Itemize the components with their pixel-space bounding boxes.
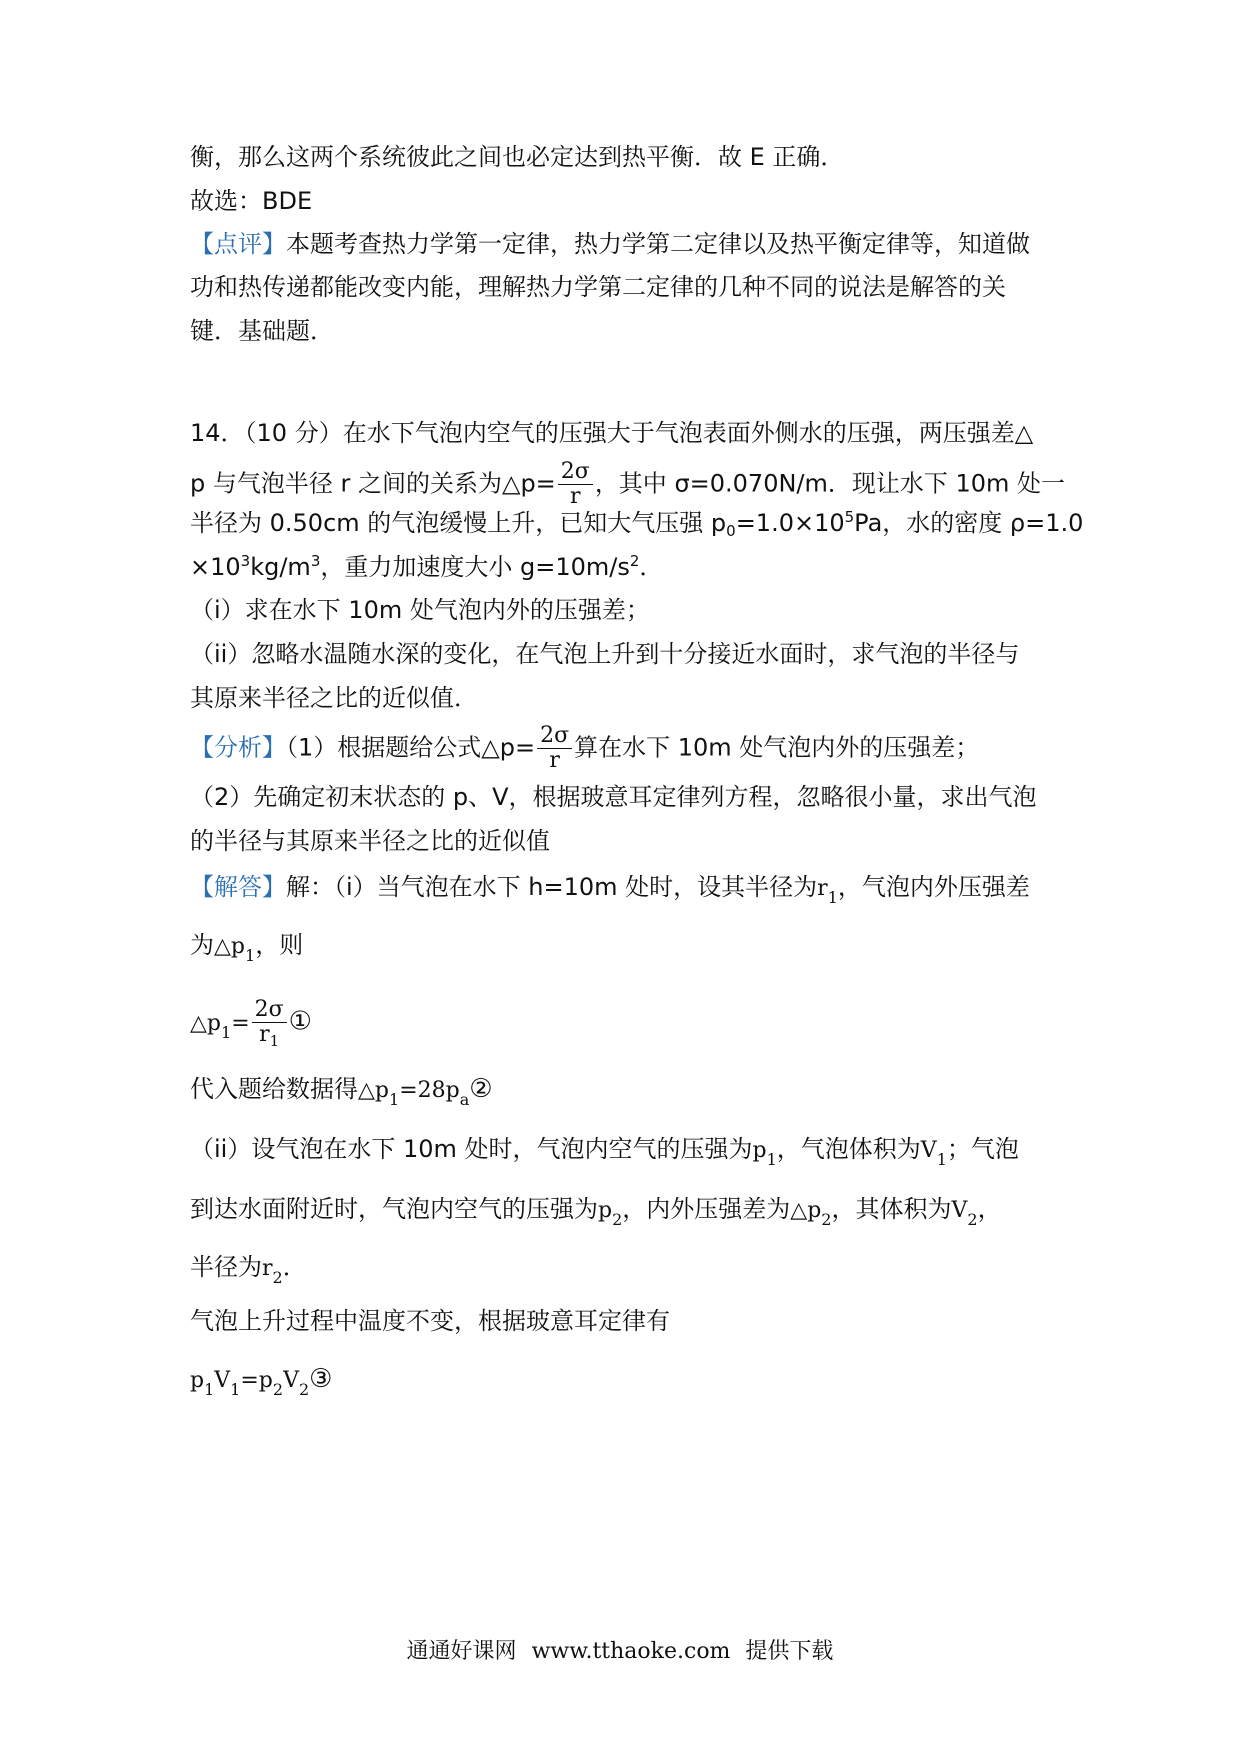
equation-3 — [190, 1362, 333, 1399]
text: 键．基础题． — [190, 317, 334, 345]
text-line — [190, 1304, 670, 1338]
jieda-line — [190, 870, 1030, 907]
text: 半径为 0.50cm 的气泡缓慢上升，已知大气压强 p — [190, 509, 727, 537]
superscript: 5 — [844, 508, 855, 526]
text: ，其体积为 — [831, 1195, 952, 1223]
text: 解：（i）当气泡在水下 h=10m 处时，设其半径为 — [286, 873, 818, 901]
symbol-r2: $r_2$ — [262, 1256, 283, 1287]
text: ，其中 σ=0.070N/m．现让水下 10m 处一 — [594, 469, 1066, 498]
text: ． — [282, 1253, 307, 1281]
superscript: 3 — [240, 552, 251, 570]
text: ，气泡体积为 — [776, 1135, 921, 1163]
text: 半径为 — [190, 1253, 262, 1281]
fraction-2sigma-over-r — [537, 724, 572, 773]
text: （1）根据题给公式△p= — [286, 733, 536, 762]
question-line — [190, 637, 1019, 671]
symbol-p2: $p_2$ — [598, 1198, 623, 1229]
text: p 与气泡半径 r 之间的关系为△p= — [190, 469, 556, 498]
symbol-delta-p1: $\triangle p_1$ — [214, 934, 256, 965]
text: kg/m — [250, 553, 311, 581]
footer-note: 提供下载 — [745, 1639, 834, 1664]
symbol-r1: $r_1$ — [817, 876, 838, 907]
frac-num: 2σ — [558, 460, 593, 485]
text: 气泡上升过程中温度不变，根据玻意耳定律有 — [190, 1307, 670, 1335]
equation-number: ① — [288, 1006, 312, 1037]
question-line — [190, 416, 1033, 450]
subscript: 0 — [726, 522, 736, 540]
text: ，气泡内外压强差 — [837, 873, 1030, 901]
fraction-2sigma-over-r1 — [252, 997, 287, 1050]
text: 衡，那么这两个系统彼此之间也必定达到热平衡．故 E 正确． — [190, 143, 845, 171]
text: 功和热传递都能改变内能，理解热力学第二定律的几种不同的说法是解答的关 — [190, 273, 1006, 301]
text: （i）求在水下 10m 处气泡内外的压强差； — [190, 596, 650, 624]
text: （2）先确定初末状态的 p、V，根据玻意耳定律列方程，忽略很小量，求出气泡 — [190, 783, 1037, 811]
frac-num: 2σ — [537, 724, 572, 749]
frac-den: r — [549, 748, 560, 773]
symbol-V1: $V_1$ — [920, 1138, 947, 1169]
text-line — [190, 270, 1006, 304]
text: ，重力加速度大小 g=10m/s — [320, 553, 630, 581]
fraction-2sigma-over-r — [558, 460, 593, 509]
jieda-tag: 【解答】 — [190, 873, 286, 901]
dianping-tag: 【点评】 — [190, 230, 286, 258]
footer-url[interactable]: www.tthaoke.com — [531, 1639, 731, 1664]
question-line — [190, 506, 1083, 540]
text: ，内外压强差为 — [622, 1195, 791, 1223]
text-line — [190, 928, 304, 965]
text: 到达水面附近时，气泡内空气的压强为 — [190, 1195, 598, 1223]
text: 其原来半径之比的近似值． — [190, 684, 478, 712]
equation-number: ② — [469, 1074, 493, 1104]
text: =1.0×10 — [735, 509, 845, 537]
symbol-V2: $V_2$ — [951, 1198, 978, 1229]
question-line — [190, 459, 1066, 509]
text: （ii）设气泡在水下 10m 处时，气泡内空气的压强为 — [190, 1135, 753, 1163]
text: 的半径与其原来半径之比的近似值 — [190, 827, 550, 855]
frac-den: r — [570, 484, 581, 509]
text-line — [190, 1132, 1019, 1169]
text: 代入题给数据得 — [190, 1075, 358, 1103]
text: ，则 — [255, 931, 304, 959]
question-line — [190, 550, 663, 584]
footer-site: 通通好课网 — [406, 1639, 517, 1664]
fenxi-line — [190, 723, 980, 773]
dianping-line — [190, 227, 1030, 261]
page-footer — [0, 1634, 1240, 1665]
text-line — [190, 780, 1037, 814]
text: 故选：BDE — [190, 187, 313, 215]
text: （ii）忽略水温随水深的变化，在气泡上升到十分接近水面时，求气泡的半径与 — [190, 640, 1020, 668]
text: 算在水下 10m 处气泡内外的压强差； — [574, 733, 980, 762]
question-line — [190, 681, 478, 715]
symbol-delta-p1: $\triangle p_1=$ — [190, 1010, 250, 1042]
symbol-delta-p1-value: $\triangle p_1=28p_a$ — [358, 1078, 470, 1109]
text: ． — [639, 553, 664, 581]
frac-num: 2σ — [252, 998, 287, 1023]
text: ， — [977, 1195, 1002, 1223]
superscript: 3 — [310, 552, 321, 570]
superscript: 2 — [629, 552, 640, 570]
text-line — [190, 1192, 1002, 1229]
text: 本题考查热力学第一定律，热力学第二定律以及热平衡定律等，知道做 — [286, 230, 1030, 258]
text: 为 — [190, 931, 214, 959]
text-line — [190, 1250, 307, 1287]
boyle-equation: $p_1V_1=p_2V_2$ — [190, 1368, 310, 1399]
text: ；气泡 — [946, 1135, 1019, 1163]
equation-1 — [190, 997, 312, 1050]
text: Pa，水的密度 ρ=1.0 — [854, 509, 1084, 537]
text-line — [190, 140, 844, 174]
question-title: 14．（10 分）在水下气泡内空气的压强大于气泡表面外侧水的压强，两压强差△ — [190, 419, 1034, 447]
text-line — [190, 314, 334, 348]
equation-number: ③ — [309, 1364, 333, 1394]
symbol-delta-p2: $\triangle p_2$ — [790, 1198, 832, 1229]
answer-choice-line — [190, 184, 312, 218]
question-line — [190, 593, 650, 627]
frac-den: $r_1$ — [259, 1022, 280, 1050]
equation-2 — [190, 1072, 493, 1109]
text: ×10 — [190, 553, 241, 581]
symbol-p1: $p_1$ — [752, 1138, 777, 1169]
text-line — [190, 824, 550, 858]
fenxi-tag: 【分析】 — [190, 733, 286, 762]
